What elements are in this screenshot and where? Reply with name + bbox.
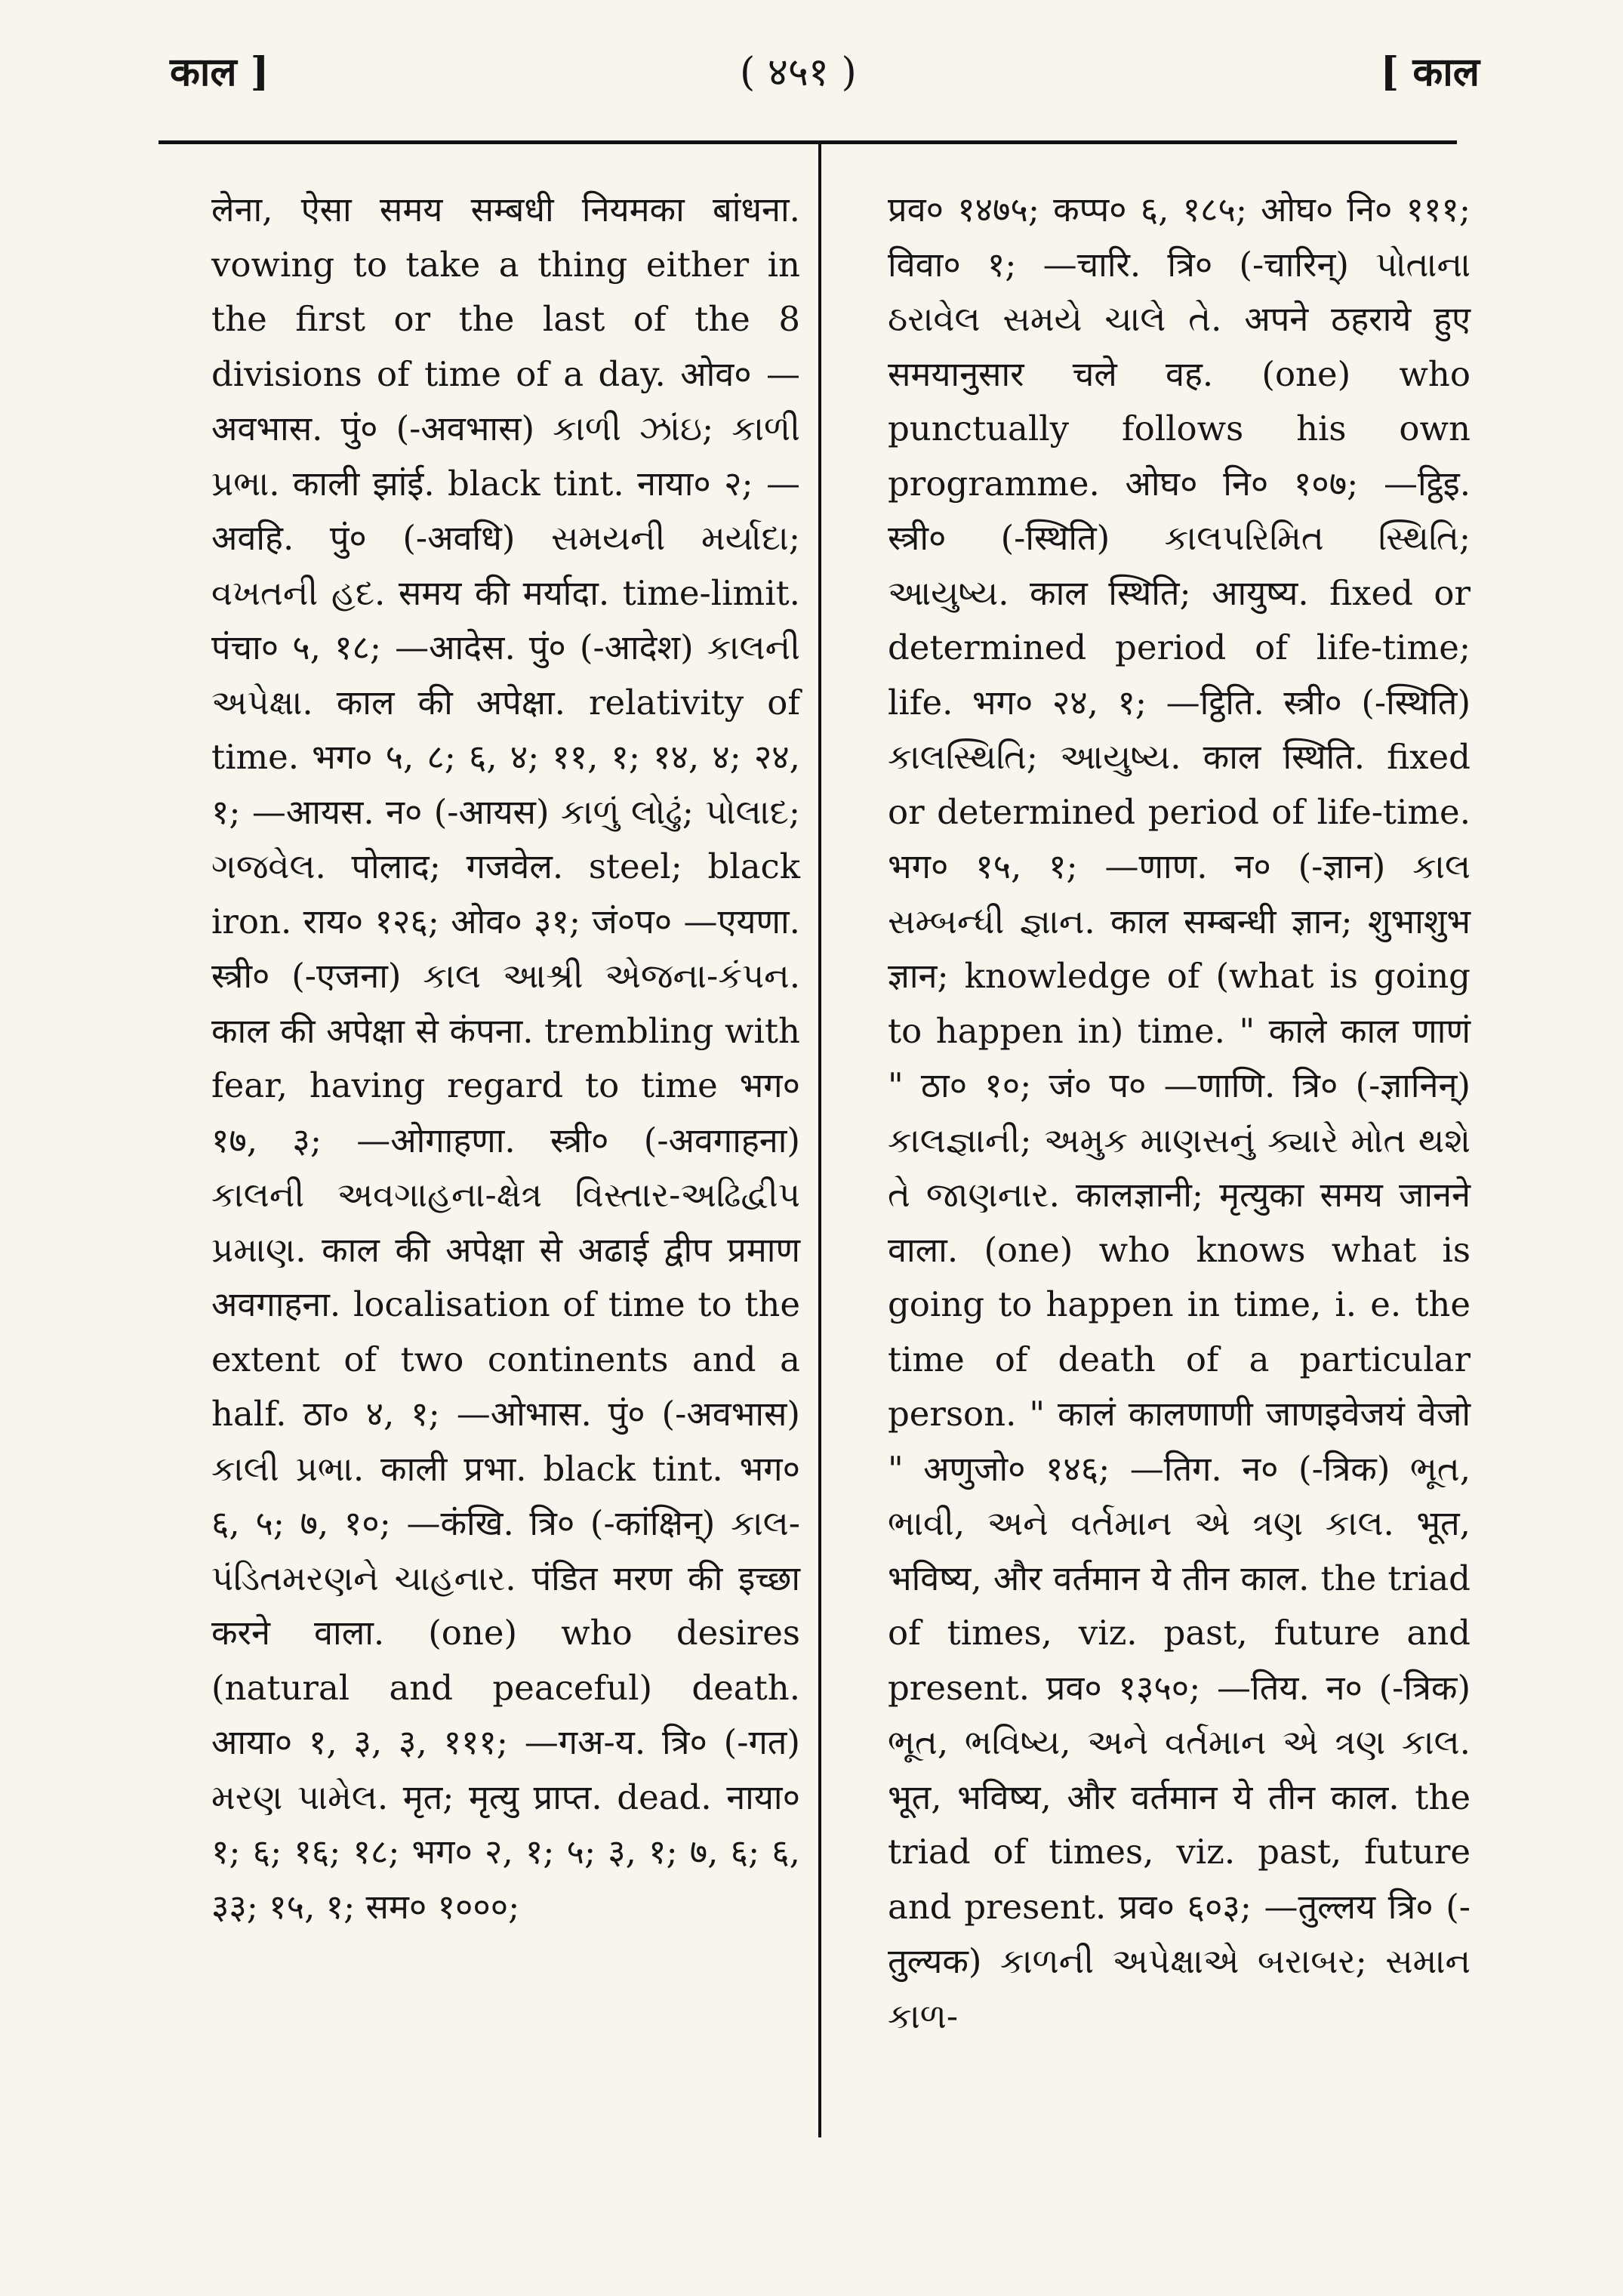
right-column — [888, 183, 1471, 2044]
page-number: ( ४५१ ) — [740, 50, 857, 95]
header-rule — [159, 140, 1457, 144]
right-column-text: प्रव० १४७५; कप्प० ६, १८५; ओघ० नि० १११; विवा० १; —चारि. त्रि० (-चारिन्) પોતાના ઠરાવેલ સમયે ચાલે તે. अपने ठहराये हुए समयानुसार चले वह. (one) who punctually follows his own programme. ओघ० नि० १०७; —ट्ठिइ. स्त्री० (-स्थिति) કાલપરિમિત સ્થિતિ; આયુષ્ય. काल स्थिति; आयुष्य. fixed or determined period of life-time; life. भग० २४, १; —ट्ठिति. स्त्री० (-स्थिति) કાલસ્થિતિ; આયુષ્ય. काल स्थिति. fixed or determined period of life-time. भग० १५, १; —णाण. न० (-ज्ञान) કાલ સમ્બન્ધી જ્ઞાન. काल सम्बन्धी ज्ञान; शुभाशुभ ज्ञान; knowledge of (what is going to happen in) time. " काले काल णाणं " ठा० १०; जं० प० —णाणि. त्रि० (-ज्ञानिन्) કાલજ્ઞાની; અમુક માણસનું ક્યારે મોત થશે તે જાણનાર. कालज्ञानी; मृत्युका समय जानने वाला. (one) who knows what is going to happen in time, i. e. the time of death of a particular person. " कालं कालणाणी जाणइवेजयं वेजो " अणुजो० १४६; —तिग. न० (-त्रिक) ભૂત, ભાવી, અને વર્તમાન એ ત્રણ કાલ. भूत, भविष्य, और वर्तमान ये तीन काल. the triad of times, viz. past, future and present. प्रव० १३५०; —तिय. न० (-त्रिक) ભૂત, ભવિષ્ય, અને વર્તમાન એ ત્રણ કાલ. भूत, भविष्य, और वर्तमान ये तीन काल. the triad of times, viz. past, future and present. प्रव० ६०३; —तुल्लय त्रि० (-तुल्यक) કાળની અપેક્ષાએ બરાબર; સમાન કાળ- — [888, 190, 1471, 2036]
left-column — [211, 183, 800, 1934]
left-column-text: लेना, ऐसा समय सम्बधी नियमका बांधना. vowing to take a thing either in the first or the last of the 8 divisions of time of a day. ओव० —अवभास. पुं० (-अवभास) કાળી ઝાંઇ; કાળી પ્રભા. काली झांई. black tint. नाया० २; —अवहि. पुं० (-अवधि) સમયની મર્યાદા; વખતની હદ. समय की मर्यादा. time-limit. पंचा० ५, १८; —आदेस. पुं० (-आदेश) કાલની અપેક્ષા. काल की अपेक्षा. relativity of time. भग० ५, ८; ६, ४; ११, १; १४, ४; २४, १; —आयस. न० (-आयस) કાળું લોઢું; પોલાદ; ગજવેલ. पोलाद; गजवेल. steel; black iron. राय० १२६; ओव० ३१; जं०प० —एयणा. स्त्री० (-एजना) કાલ આશ્રી એજના-કંપન. काल की अपेक्षा से कंपना. trembling with fear, having regard to time भग० १७, ३; —ओगाहणा. स्त्री० (-अवगाहना) કાલની અવગાહના-ક્ષેત્ર વિસ્તાર-અઢિદ્વીપ પ્રમાણ. काल की अपेक्षा से अढाई द्वीप प्रमाण अवगाहना. localisation of time to the extent of two continents and a half. ठा० ४, १; —ओभास. पुं० (-अवभास) કાલી પ્રભા. काली प्रभा. black tint. भग० ६, ५; ७, १०; —कंखि. त्रि० (-कांक्षिन्) કાલ-પંડિતમરણને ચાહનાર. पंडित मरण की इच्छा करने वाला. (one) who desires (natural and peaceful) death. आया० १, ३, ३, १११; —गअ-य. त्रि० (-गत) મરણ પામેલ. मृत; मृत्यु प्राप्त. dead. नाया० १; ६; १६; १८; भग० २, १; ५; ३, १; ७, ६; ६, ३३; १५, १; सम० १०००; — [211, 190, 800, 1927]
header-right-word: [ काल — [1380, 49, 1480, 95]
column-divider — [818, 140, 821, 2137]
header-left-word: काल ] — [170, 49, 269, 95]
